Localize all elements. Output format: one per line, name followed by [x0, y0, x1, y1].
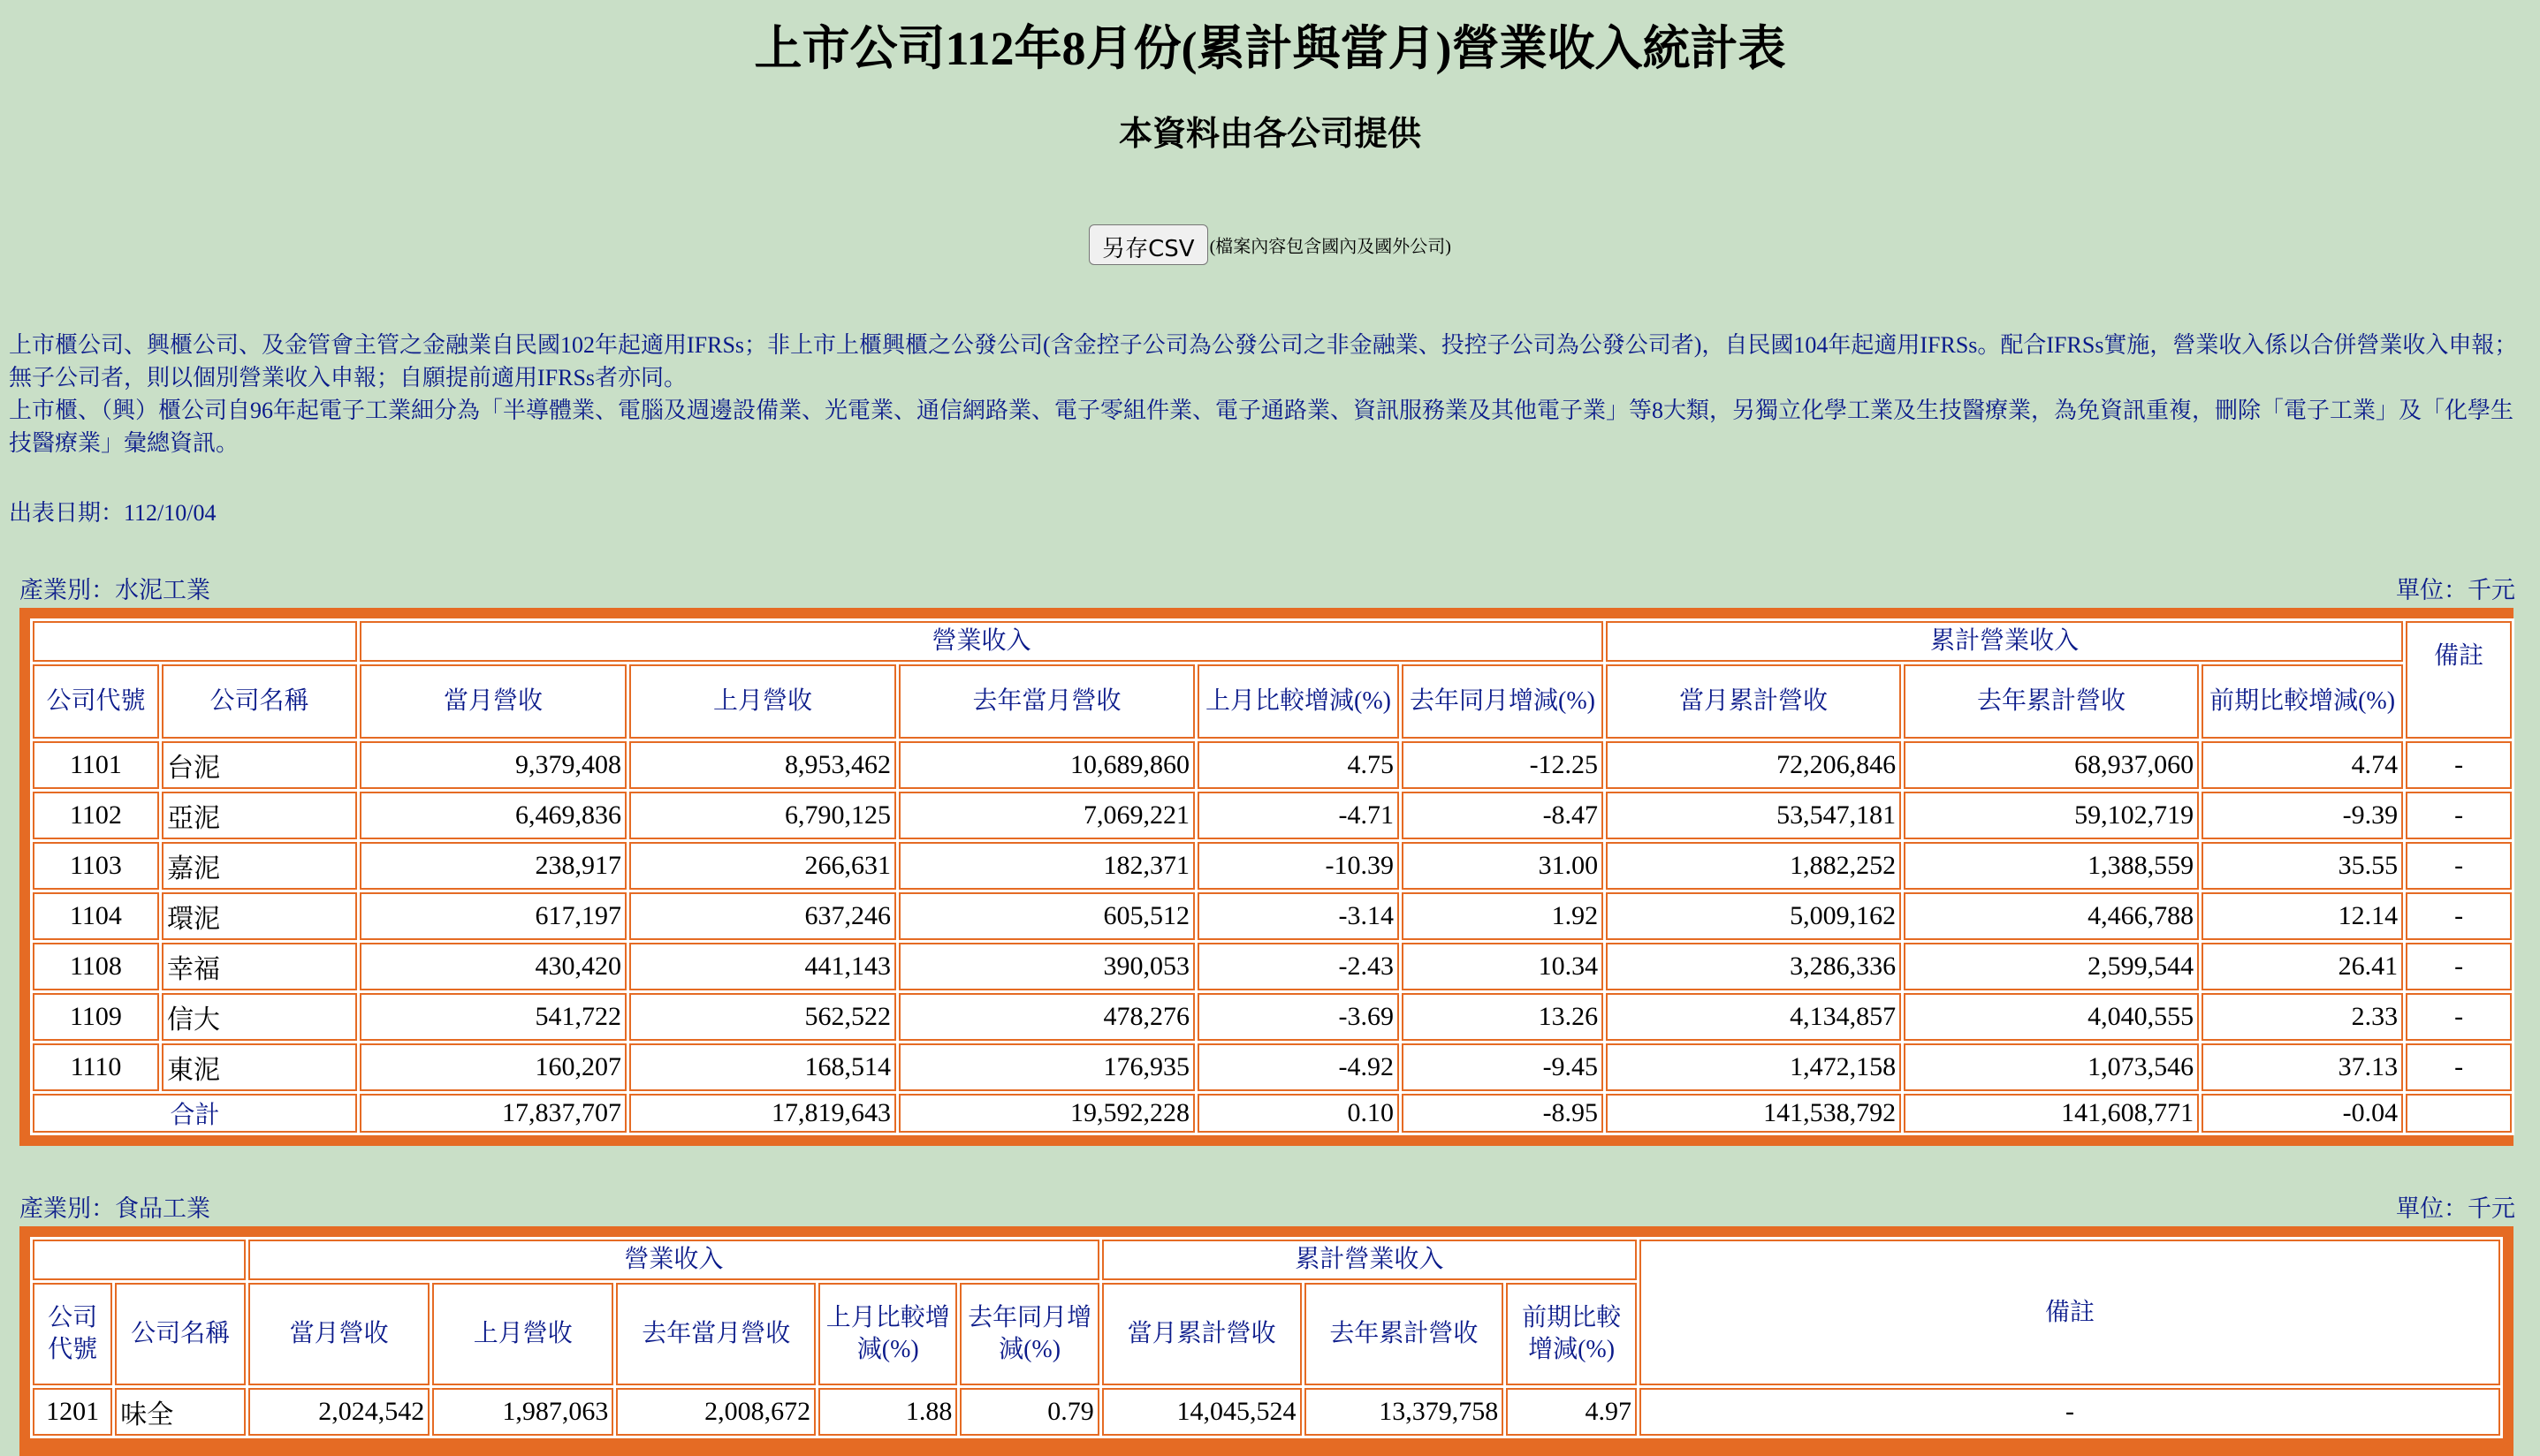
remarks-header: 備註	[2406, 621, 2512, 739]
mom-change: -2.43	[1198, 943, 1399, 990]
total-cum-current: 141,538,792	[1606, 1094, 1901, 1133]
cum-last-year-revenue: 1,073,546	[1904, 1043, 2199, 1091]
cum-last-year-revenue: 4,466,788	[1904, 892, 2199, 940]
cum-change: 4.74	[2202, 741, 2403, 789]
notice-text	[9, 329, 2528, 459]
remarks: -	[2406, 792, 2512, 839]
company-name: 台泥	[162, 741, 357, 789]
table-body	[33, 741, 2512, 1091]
mom-change: -3.14	[1198, 892, 1399, 940]
industry-label: 產業別：水泥工業	[19, 577, 210, 603]
yoy-change: -9.45	[1402, 1043, 1603, 1091]
cum-change: -9.39	[2202, 792, 2403, 839]
cum-change: 4.97	[1506, 1388, 1637, 1436]
company-code[interactable]: 1103	[33, 842, 159, 890]
table-row	[33, 892, 2512, 940]
remarks: -	[2406, 1043, 2512, 1091]
last-month-revenue: 168,514	[629, 1043, 896, 1091]
total-current-month: 17,837,707	[360, 1094, 627, 1133]
cum-current-revenue: 72,206,846	[1606, 741, 1901, 789]
remarks: -	[1639, 1388, 2500, 1436]
notice-line-1: 上市櫃公司、興櫃公司、及金管會主管之金融業自民國102年起適用IFRSs；非上市上櫃興櫃之公發公司(含金控子公司為公發公司之非金融業、投控子公司為公發公司者)，自民國104年起適用IFRSs。配合IFRSs實施，營業收入係以合併營業收入申報；無子公司者，則以個別營業收入申報；自願提前適用IFRSs者亦同。	[9, 332, 2518, 391]
cum-last-year-revenue: 59,102,719	[1904, 792, 2199, 839]
table-row	[33, 993, 2512, 1041]
yoy-change-header: 去年同月增減(%)	[960, 1283, 1099, 1385]
last-year-month-revenue: 182,371	[899, 842, 1195, 890]
yoy-change: -8.47	[1402, 792, 1603, 839]
mom-change-header: 上月比較增減(%)	[1198, 664, 1399, 739]
table-row	[33, 842, 2512, 890]
publish-date: 出表日期：112/10/04	[9, 500, 217, 526]
last-month-header: 上月營收	[629, 664, 896, 739]
page-title: 上市公司112年8月份(累計與當月)營業收入統計表	[754, 22, 1786, 75]
current-month-revenue: 238,917	[360, 842, 627, 890]
company-name: 信大	[162, 993, 357, 1041]
company-code[interactable]: 1104	[33, 892, 159, 940]
last-year-month-revenue: 605,512	[899, 892, 1195, 940]
current-month-header: 當月營收	[248, 1283, 430, 1385]
notice-line-2: 上市櫃、（興）櫃公司自96年起電子工業細分為「半導體業、電腦及週邊設備業、光電業、通信網路業、電子零組件業、電子通路業、資訊服務業及其他電子業」等8大類，另獨立化學工業及生技醫療業，為免資訊重複，刪除「電子工業」及「化學生技醫療業」彙總資訊。	[9, 398, 2514, 456]
last-year-month-header: 去年當月營收	[899, 664, 1195, 739]
cum-current-revenue: 1,882,252	[1606, 842, 1901, 890]
total-cum-change: -0.04	[2202, 1094, 2403, 1133]
industry-label: 產業別：食品工業	[19, 1195, 210, 1222]
yoy-change-header: 去年同月增減(%)	[1402, 664, 1603, 739]
page-subtitle: 本資料由各公司提供	[1118, 116, 1421, 153]
cum-current-header: 當月累計營收	[1606, 664, 1901, 739]
current-month-revenue: 617,197	[360, 892, 627, 940]
revenue-table-cement	[30, 618, 2514, 1135]
company-name: 東泥	[162, 1043, 357, 1091]
remarks: -	[2406, 993, 2512, 1041]
total-row	[33, 1094, 2512, 1133]
current-month-header: 當月營收	[360, 664, 627, 739]
company-code[interactable]: 1110	[33, 1043, 159, 1091]
mom-change: -4.71	[1198, 792, 1399, 839]
company-code[interactable]: 1201	[33, 1388, 112, 1436]
cumulative-group-header: 累計營業收入	[1102, 1240, 1637, 1280]
current-month-revenue: 6,469,836	[360, 792, 627, 839]
company-code[interactable]: 1102	[33, 792, 159, 839]
cum-last-year-revenue: 68,937,060	[1904, 741, 2199, 789]
revenue-group-header: 營業收入	[248, 1240, 1099, 1280]
total-label: 合計	[33, 1094, 357, 1133]
remarks: -	[2406, 943, 2512, 990]
last-month-revenue: 562,522	[629, 993, 896, 1041]
cum-current-revenue: 53,547,181	[1606, 792, 1901, 839]
total-yoy-change: -8.95	[1402, 1094, 1603, 1133]
yoy-change: 0.79	[960, 1388, 1099, 1436]
cum-last-year-header: 去年累計營收	[1904, 664, 2199, 739]
table-row	[33, 1388, 2500, 1436]
revenue-table-frame	[19, 1226, 2513, 1456]
company-code[interactable]: 1109	[33, 993, 159, 1041]
cum-change: 2.33	[2202, 993, 2403, 1041]
yoy-change: 13.26	[1402, 993, 1603, 1041]
cum-change: 12.14	[2202, 892, 2403, 940]
last-month-revenue: 8,953,462	[629, 741, 896, 789]
cum-last-year-revenue: 4,040,555	[1904, 993, 2199, 1041]
cum-current-revenue: 5,009,162	[1606, 892, 1901, 940]
mom-change: 1.88	[818, 1388, 957, 1436]
table-row	[33, 792, 2512, 839]
name-header: 公司名稱	[115, 1283, 246, 1385]
table-row	[33, 741, 2512, 789]
current-month-revenue: 160,207	[360, 1043, 627, 1091]
last-year-month-revenue: 176,935	[899, 1043, 1195, 1091]
total-last-month: 17,819,643	[629, 1094, 896, 1133]
mom-change: -4.92	[1198, 1043, 1399, 1091]
csv-export-row	[0, 224, 2540, 265]
yoy-change: 31.00	[1402, 842, 1603, 890]
csv-note: (檔案內容包含國內及國外公司)	[1209, 237, 1451, 257]
table-row	[33, 943, 2512, 990]
last-year-month-revenue: 390,053	[899, 943, 1195, 990]
revenue-group-header: 營業收入	[360, 621, 1603, 662]
last-month-revenue: 1,987,063	[432, 1388, 613, 1436]
cum-current-revenue: 14,045,524	[1102, 1388, 1302, 1436]
current-month-revenue: 541,722	[360, 993, 627, 1041]
cumulative-group-header: 累計營業收入	[1606, 621, 2403, 662]
cum-last-year-revenue: 1,388,559	[1904, 842, 2199, 890]
cum-change-header: 前期比較增減(%)	[1506, 1283, 1637, 1385]
cum-change: 37.13	[2202, 1043, 2403, 1091]
cum-change: 35.55	[2202, 842, 2403, 890]
last-month-revenue: 637,246	[629, 892, 896, 940]
company-name: 味全	[115, 1388, 246, 1436]
revenue-table-frame	[19, 608, 2513, 1146]
table-body	[33, 1388, 2500, 1436]
blank-header	[33, 621, 357, 662]
remarks-header: 備註	[1639, 1240, 2500, 1385]
last-month-header: 上月營收	[432, 1283, 613, 1385]
yoy-change: -12.25	[1402, 741, 1603, 789]
company-code[interactable]: 1108	[33, 943, 159, 990]
current-month-revenue: 2,024,542	[248, 1388, 430, 1436]
company-name: 環泥	[162, 892, 357, 940]
mom-change-header: 上月比較增減(%)	[818, 1283, 957, 1385]
table-row	[33, 1043, 2512, 1091]
cum-current-revenue: 1,472,158	[1606, 1043, 1901, 1091]
cum-last-year-revenue: 13,379,758	[1304, 1388, 1504, 1436]
cum-last-year-header: 去年累計營收	[1304, 1283, 1504, 1385]
code-header: 公司代號	[33, 1283, 112, 1385]
code-header: 公司代號	[33, 664, 159, 739]
last-month-revenue: 266,631	[629, 842, 896, 890]
cum-current-revenue: 4,134,857	[1606, 993, 1901, 1041]
name-header: 公司名稱	[162, 664, 357, 739]
mom-change: 4.75	[1198, 741, 1399, 789]
remarks: -	[2406, 842, 2512, 890]
cum-change-header: 前期比較增減(%)	[2202, 664, 2403, 739]
current-month-revenue: 430,420	[360, 943, 627, 990]
cum-current-header: 當月累計營收	[1102, 1283, 1302, 1385]
last-month-revenue: 6,790,125	[629, 792, 896, 839]
last-year-month-revenue: 10,689,860	[899, 741, 1195, 789]
total-remarks	[2406, 1094, 2512, 1133]
cum-current-revenue: 3,286,336	[1606, 943, 1901, 990]
revenue-table-food	[30, 1237, 2503, 1438]
total-last-year-month: 19,592,228	[899, 1094, 1195, 1133]
yoy-change: 10.34	[1402, 943, 1603, 990]
total-mom-change: 0.10	[1198, 1094, 1399, 1133]
last-year-month-revenue: 7,069,221	[899, 792, 1195, 839]
blank-header	[33, 1240, 246, 1280]
total-cum-last-year: 141,608,771	[1904, 1094, 2199, 1133]
mom-change: -10.39	[1198, 842, 1399, 890]
current-month-revenue: 9,379,408	[360, 741, 627, 789]
company-name: 幸福	[162, 943, 357, 990]
last-year-month-header: 去年當月營收	[616, 1283, 816, 1385]
mom-change: -3.69	[1198, 993, 1399, 1041]
cum-last-year-revenue: 2,599,544	[1904, 943, 2199, 990]
last-year-month-revenue: 478,276	[899, 993, 1195, 1041]
cum-change: 26.41	[2202, 943, 2403, 990]
last-month-revenue: 441,143	[629, 943, 896, 990]
unit-label: 單位：千元	[2396, 577, 2515, 603]
remarks: -	[2406, 741, 2512, 789]
yoy-change: 1.92	[1402, 892, 1603, 940]
save-csv-button[interactable]: 另存CSV	[1089, 224, 1207, 265]
company-name: 亞泥	[162, 792, 357, 839]
remarks: -	[2406, 892, 2512, 940]
unit-label: 單位：千元	[2396, 1195, 2515, 1222]
company-name: 嘉泥	[162, 842, 357, 890]
last-year-month-revenue: 2,008,672	[616, 1388, 816, 1436]
company-code[interactable]: 1101	[33, 741, 159, 789]
